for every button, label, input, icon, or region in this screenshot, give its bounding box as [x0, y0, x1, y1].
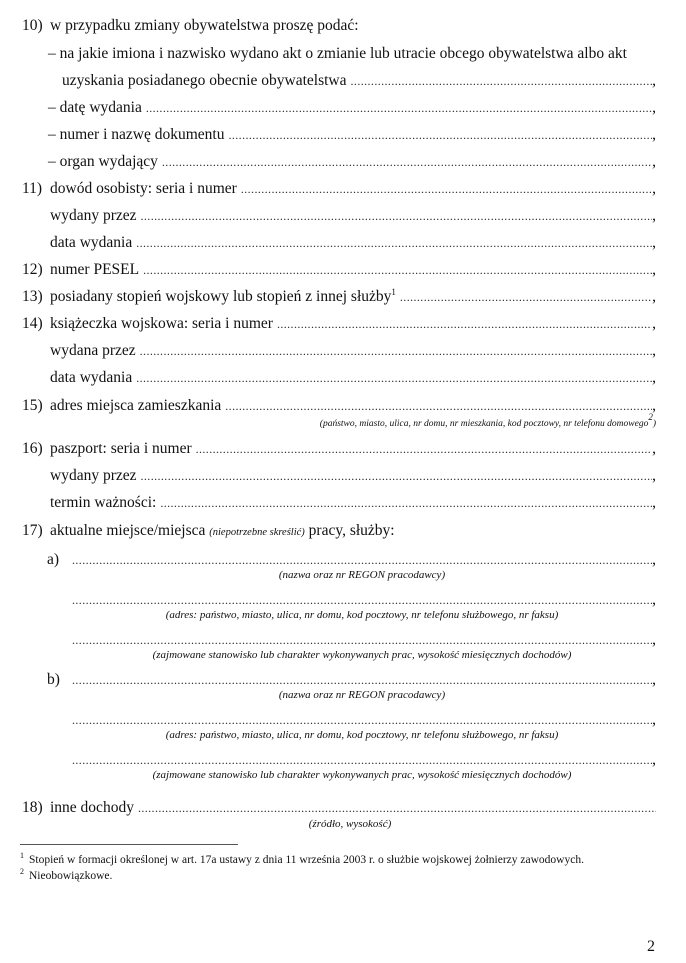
- page-number: 2: [647, 938, 655, 955]
- field-label: [50, 287, 396, 307]
- footnote-marker: 1: [20, 851, 24, 860]
- field-line-other-income[interactable]: [50, 798, 656, 818]
- comma: ,: [652, 126, 656, 143]
- comma: ,: [652, 72, 656, 89]
- label-text: aktualne miejsce/miejsca: [50, 522, 206, 539]
- fill-dots[interactable]: [141, 466, 653, 486]
- comma: ,: [652, 99, 656, 116]
- field-hint: (zajmowane stanowisko lub charakter wykonywanych prac, wysokość miesięcznych dochodów): [152, 649, 572, 661]
- fill-dots[interactable]: [136, 233, 652, 253]
- field-label: data wydania: [50, 234, 133, 251]
- comma: ,: [652, 180, 656, 197]
- field-label: wydana przez: [50, 342, 136, 359]
- item-number: 13): [22, 288, 43, 305]
- field-line-issue-date[interactable]: [48, 98, 656, 118]
- item-number: 15): [22, 397, 43, 414]
- field-label: – numer i nazwę dokumentu: [48, 126, 225, 143]
- field-hint: (adres: państwo, miasto, ulica, nr domu, kod pocztowy, nr telefonu służbowego, nr faksu): [165, 729, 559, 741]
- field-line-name-change[interactable]: [62, 71, 656, 91]
- hint-text: (państwo, miasto, ulica, nr domu, nr mieszkania, kod pocztowy, nr telefonu domowego: [319, 419, 649, 429]
- fill-dots[interactable]: [72, 630, 652, 650]
- field-line-rank[interactable]: [50, 287, 656, 307]
- field-label: wydany przez: [50, 467, 137, 484]
- fill-dots[interactable]: [160, 493, 652, 513]
- label-text: posiadany stopień wojskowy lub stopień z innej służby: [50, 288, 392, 305]
- item-number: 11): [22, 180, 43, 197]
- item-number: 14): [22, 315, 43, 332]
- item-label: [50, 521, 395, 541]
- field-label: – datę wydania: [48, 99, 142, 116]
- fill-dots[interactable]: [143, 260, 652, 280]
- item-number: 17): [22, 522, 43, 539]
- field-line-passport-validity[interactable]: [50, 493, 656, 513]
- field-line-address-a[interactable]: [72, 590, 656, 610]
- field-line-address-b[interactable]: [72, 710, 656, 730]
- comma: ,: [652, 751, 656, 768]
- fill-dots[interactable]: [140, 341, 652, 361]
- field-line-pesel[interactable]: [50, 260, 656, 280]
- field-label: – organ wydający: [48, 153, 158, 170]
- fill-dots[interactable]: [136, 368, 652, 388]
- comma: ,: [652, 711, 656, 728]
- comma: ,: [652, 153, 656, 170]
- comma: ,: [652, 234, 656, 251]
- comma: ,: [652, 551, 656, 568]
- field-label: numer PESEL: [50, 261, 140, 278]
- field-label: inne dochody: [50, 799, 134, 816]
- field-label: data wydania: [50, 369, 133, 386]
- field-line-military-date[interactable]: [50, 368, 656, 388]
- comma: ,: [652, 631, 656, 648]
- item-label: – na jakie imiona i nazwisko wydano akt o zmianie lub utracie obcego obywatelstwa albo akt: [48, 45, 627, 62]
- field-line-employer-b[interactable]: [72, 670, 656, 690]
- field-line-id-issued-by[interactable]: [50, 206, 656, 226]
- hint-close: ): [652, 419, 656, 429]
- field-hint: [319, 412, 656, 431]
- footnote-text: Nieobowiązkowe.: [29, 870, 113, 882]
- fill-dots[interactable]: [146, 98, 652, 118]
- field-label: uzyskania posiadanego obecnie obywatelstwa: [62, 72, 347, 89]
- fill-dots[interactable]: [72, 670, 652, 690]
- fill-dots[interactable]: [72, 590, 652, 610]
- field-label: książeczka wojskowa: seria i numer: [50, 315, 273, 332]
- field-hint: (zajmowane stanowisko lub charakter wykonywanych prac, wysokość miesięcznych dochodów): [152, 769, 572, 781]
- comma: ,: [652, 671, 656, 688]
- field-label: adres miejsca zamieszkania: [50, 397, 222, 414]
- label-text: pracy, służby:: [308, 522, 395, 539]
- item-number: 10): [22, 17, 43, 34]
- fill-dots[interactable]: [138, 798, 656, 818]
- footnote-ref: 2: [648, 412, 653, 422]
- footnote: [20, 869, 112, 883]
- field-line-document[interactable]: [48, 125, 656, 145]
- item-letter: b): [47, 671, 60, 688]
- fill-dots[interactable]: [162, 152, 652, 172]
- field-line-id-date[interactable]: [50, 233, 656, 253]
- field-label: paszport: seria i numer: [50, 440, 192, 457]
- fill-dots[interactable]: [400, 287, 652, 307]
- comma: ,: [652, 494, 656, 511]
- field-hint: (adres: państwo, miasto, ulica, nr domu, kod pocztowy, nr telefonu służbowego, nr faksu): [165, 609, 559, 621]
- comma: ,: [652, 369, 656, 386]
- field-label: wydany przez: [50, 207, 137, 224]
- field-line-military-issued-by[interactable]: [50, 341, 656, 361]
- fill-dots[interactable]: [277, 314, 652, 334]
- field-line-issuer[interactable]: [48, 152, 656, 172]
- item-number: 12): [22, 261, 43, 278]
- comma: ,: [652, 591, 656, 608]
- field-line-address[interactable]: [50, 396, 656, 416]
- footnote: [20, 853, 584, 867]
- fill-dots[interactable]: [141, 206, 653, 226]
- fill-dots[interactable]: [196, 439, 653, 459]
- field-hint: (źródło, wysokość): [308, 818, 392, 830]
- fill-dots[interactable]: [72, 750, 652, 770]
- field-hint: (nazwa oraz nr REGON pracodawcy): [278, 689, 446, 701]
- footnote-ref: 1: [391, 287, 396, 297]
- fill-dots[interactable]: [241, 179, 652, 199]
- field-line-employer-a[interactable]: [72, 550, 656, 570]
- item-number: 18): [22, 799, 43, 816]
- fill-dots[interactable]: [225, 396, 652, 416]
- field-line-passport[interactable]: [50, 439, 656, 459]
- field-line-military-book[interactable]: [50, 314, 656, 334]
- fill-dots[interactable]: [351, 71, 653, 91]
- fill-dots[interactable]: [228, 125, 652, 145]
- footnote-text: Stopień w formacji określonej w art. 17a ustawy z dnia 11 września 2003 r. o służbie wojskowej żołnierzy zawodowych.: [29, 854, 584, 866]
- field-line-passport-issued-by[interactable]: [50, 466, 656, 486]
- comma: ,: [652, 440, 656, 457]
- comma: ,: [652, 288, 656, 305]
- comma: ,: [652, 342, 656, 359]
- comma: ,: [652, 397, 656, 414]
- comma: ,: [652, 207, 656, 224]
- field-hint: (nazwa oraz nr REGON pracodawcy): [278, 569, 446, 581]
- field-label: dowód osobisty: seria i numer: [50, 180, 237, 197]
- field-line-id-card[interactable]: [50, 179, 656, 199]
- item-letter: a): [47, 551, 60, 568]
- field-line-position-a[interactable]: [72, 630, 656, 650]
- footnote-marker: 2: [20, 867, 24, 876]
- comma: ,: [652, 467, 656, 484]
- fill-dots[interactable]: [72, 710, 652, 730]
- field-label: termin ważności:: [50, 494, 157, 511]
- fill-dots[interactable]: [72, 550, 652, 570]
- comma: ,: [652, 315, 656, 332]
- label-note: (niepotrzebne skreślić): [209, 527, 305, 538]
- item-number: 16): [22, 440, 43, 457]
- comma: ,: [652, 261, 656, 278]
- field-line-position-b[interactable]: [72, 750, 656, 770]
- footnote-separator: [20, 844, 238, 845]
- item-label: w przypadku zmiany obywatelstwa proszę podać:: [50, 17, 359, 34]
